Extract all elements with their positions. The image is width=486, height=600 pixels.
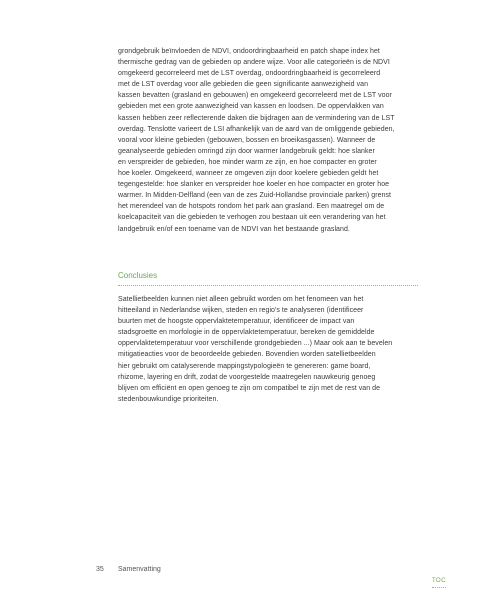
text-line: kassen bevatten (grasland en gebouwen) en omgekeerd gecorreleerd met de LST voor <box>118 92 392 100</box>
text-line: hier gebruikt om catalyserende mappingstypologieën te genereren: game board, <box>118 362 371 370</box>
body-paragraph-2 <box>118 294 418 405</box>
toc-underline <box>432 587 446 588</box>
text-line: hoe koeler. Omgekeerd, wanneer ze omgeven zijn door koelere gebieden geldt het <box>118 170 379 178</box>
text-line: rhizome, layering en drift, zodat de voorgestelde maatregelen nauwkeurig genoeg <box>118 373 376 381</box>
text-line: en verspreider de gebieden, hoe minder warm ze zijn, en hoe compacter en groter <box>118 158 377 166</box>
text-line: hitteeiland in Nederlandse wijken, steden en regio's te analyseren (identificeer <box>118 307 364 315</box>
text-line: overdag. Tenslotte varieert de LSI afhankelijk van de aard van de omliggende gebieden, <box>118 125 395 133</box>
text-line: gebieden met een grote aanwezigheid van kassen en loodsen. De oppervlakken van <box>118 103 384 111</box>
text-line: kassen hebben zeer reflecterende daken die bijdragen aan de vermindering van de LST <box>118 114 395 122</box>
text-line: vooral voor kleine gebieden (gebouwen, bossen en broeikasgassen). Wanneer de <box>118 136 376 144</box>
text-line: grondgebruik beïnvloeden de NDVI, ondoordringbaarheid en patch shape index het <box>118 48 380 55</box>
text-line: landgebruik en/of een toename van de NDVI van het bestaande grasland. <box>118 225 350 233</box>
toc-link[interactable]: TOC <box>432 578 447 584</box>
heading-divider <box>118 285 418 286</box>
text-line: mitigatieacties voor de beoordeelde gebieden. Bovendien worden satellietbeelden <box>118 351 376 359</box>
text-line: blijven om efficiënt en open genoeg te zijn om compatibel te zijn met de rest van de <box>118 384 381 392</box>
section-heading-conclusies: Conclusies <box>118 271 158 280</box>
body-paragraph-1 <box>118 46 418 235</box>
text-line: oppervlaktetemperatuur voor verschillende grondgebieden ...) Maar ook aan te bevelen <box>118 340 393 348</box>
footer-section-title: Samenvatting <box>118 566 161 573</box>
text-line: thermische gedrag van de gebieden op andere wijze. Voor alle categorieën is de NDVI <box>118 59 390 67</box>
text-line: het merendeel van de hotspots rondom het park aan grasland. Een maatregel om de <box>118 203 385 211</box>
page-number: 35 <box>96 566 104 573</box>
text-line: warmer. In Midden-Delfland (een van de zes Zuid-Hollandse provinciale parken) grenst <box>118 192 392 200</box>
text-line: met de LST overdag voor alle gebieden die geen significante aanwezigheid van <box>118 81 369 89</box>
text-line: stadsgroette en morfologie in de oppervlaktetemperatuur, bereken de gemiddelde <box>118 329 375 337</box>
text-line: tegengestelde: hoe slanker en verspreider hoe koeler en hoe compacter en groter hoe <box>118 181 390 189</box>
text-line: omgekeerd gecorreleerd met de LST overdag, ondoordringbaarheid is gecorreleerd <box>118 70 381 78</box>
text-line: geanalyseerde gebieden omringd zijn door warmer landgebruik geldt: hoe slanker <box>118 147 375 155</box>
text-line: Satellietbeelden kunnen niet alleen gebruikt worden om het fenomeen van het <box>118 296 364 303</box>
text-line: stedenbouwkundige prioriteiten. <box>118 395 219 403</box>
text-line: buurten met de hoogste oppervlaktetemperatuur, identificeer de impact van <box>118 318 355 326</box>
text-line: koelcapaciteit van die gebieden te verhogen zou bestaan uit een verandering van het <box>118 214 386 222</box>
